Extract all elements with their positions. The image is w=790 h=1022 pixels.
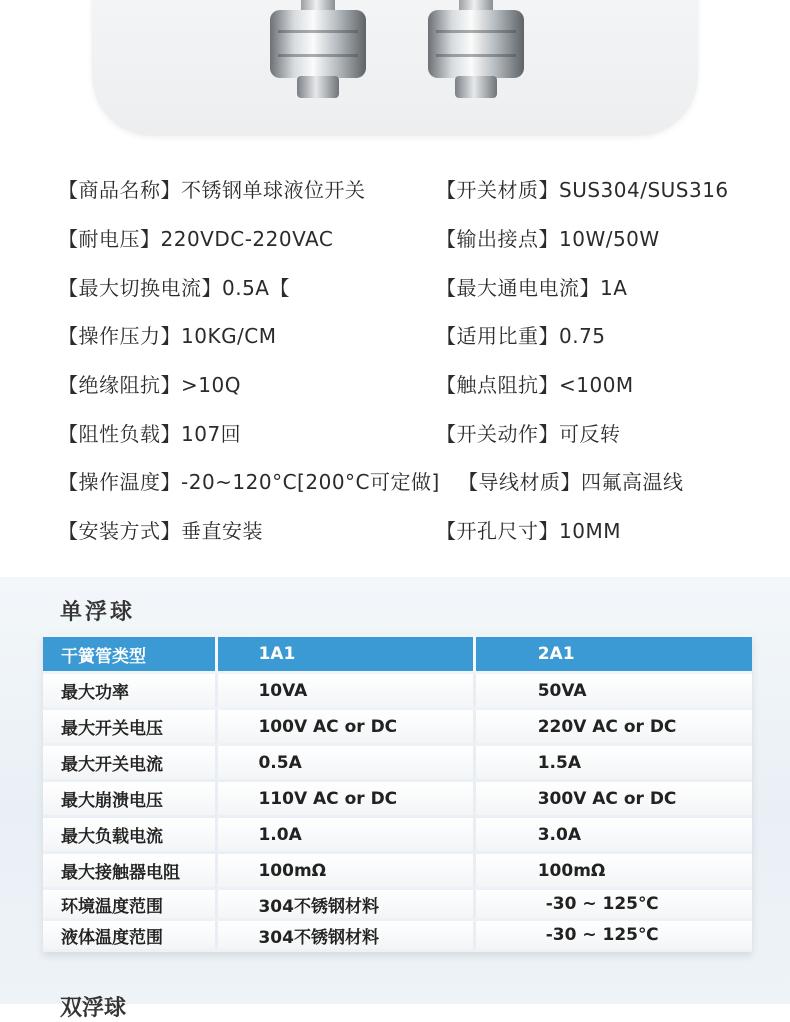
table-cell: 最大负载电流 bbox=[43, 818, 218, 851]
spec-row bbox=[0, 418, 790, 454]
table-cell: 0.5A bbox=[218, 746, 475, 779]
section-title: 单浮球 bbox=[60, 600, 136, 625]
spec-row bbox=[0, 272, 790, 308]
spec-left: 【操作压力】10KG/CM bbox=[58, 324, 277, 348]
spec-right: 【最大通电电流】1A bbox=[436, 276, 628, 300]
spec-left: 【商品名称】不锈钢单球液位开关 bbox=[58, 178, 366, 202]
spec-right: 【开孔尺寸】10MM bbox=[436, 519, 621, 543]
spec-right: 【开关动作】可反转 bbox=[436, 422, 621, 446]
spec-row bbox=[0, 515, 790, 551]
spec-row bbox=[0, 223, 790, 259]
table-cell: 最大开关电压 bbox=[43, 710, 218, 743]
spec-left: 【阻性负载】107回 bbox=[58, 422, 242, 446]
table-header-row bbox=[43, 637, 752, 671]
product-photo-area bbox=[0, 0, 790, 150]
table-cell: 110V AC or DC bbox=[218, 782, 475, 815]
table-cell: 3.0A bbox=[476, 818, 752, 851]
spec-left: 【绝缘阻抗】>10Q bbox=[58, 373, 241, 397]
spec-row bbox=[0, 320, 790, 356]
spec-row bbox=[0, 369, 790, 405]
spec-row bbox=[0, 174, 790, 210]
table-cell: -30 ~ 125℃ bbox=[476, 921, 752, 949]
table-row bbox=[43, 746, 752, 779]
spec-left: 【耐电压】220VDC-220VAC bbox=[58, 227, 334, 251]
spec-left: 【最大切换电流】0.5A【 bbox=[58, 276, 290, 300]
table-cell: 100mΩ bbox=[476, 854, 752, 887]
table-cell: 环境温度范围 bbox=[43, 890, 218, 918]
table-row bbox=[43, 710, 752, 743]
spec-right: 【导线材质】四氟高温线 bbox=[458, 470, 684, 494]
table-row bbox=[43, 890, 752, 918]
table-cell: 304不锈钢材料 bbox=[218, 921, 475, 949]
table-row bbox=[43, 818, 752, 851]
spec-right: 【触点阻抗】<100M bbox=[436, 373, 634, 397]
spec-right: 【开关材质】SUS304/SUS316 bbox=[436, 178, 729, 202]
table-cell: 100mΩ bbox=[218, 854, 475, 887]
table-header-cell: 1A1 bbox=[218, 637, 475, 671]
table-row bbox=[43, 854, 752, 887]
table-cell: 220V AC or DC bbox=[476, 710, 752, 743]
table-cell: 液体温度范围 bbox=[43, 921, 218, 949]
table-cell: 最大接触器电阻 bbox=[43, 854, 218, 887]
table-cell: 最大开关电流 bbox=[43, 746, 218, 779]
table-cell: 1.5A bbox=[476, 746, 752, 779]
table-cell: 1.0A bbox=[218, 818, 475, 851]
spec-right: 【输出接点】10W/50W bbox=[436, 227, 660, 251]
float-switch-right bbox=[428, 0, 524, 100]
table-cell: 304不锈钢材料 bbox=[218, 890, 475, 918]
table-cell: 10VA bbox=[218, 674, 475, 707]
spec-left: 【安装方式】垂直安装 bbox=[58, 519, 263, 543]
table-cell: 最大功率 bbox=[43, 674, 218, 707]
table-cell: 100V AC or DC bbox=[218, 710, 475, 743]
float-switch-left bbox=[270, 0, 366, 100]
table-cell: 300V AC or DC bbox=[476, 782, 752, 815]
next-section-title: 双浮球 bbox=[60, 996, 127, 1021]
spec-left: 【操作温度】-20~120°C[200°C可定做] bbox=[58, 470, 440, 494]
table-cell: 最大崩溃电压 bbox=[43, 782, 218, 815]
product-photo bbox=[92, 0, 698, 136]
spec-row bbox=[0, 466, 790, 502]
table-row bbox=[43, 674, 752, 707]
table-header-cell: 2A1 bbox=[476, 637, 752, 671]
table-row bbox=[43, 782, 752, 815]
table-cell: 50VA bbox=[476, 674, 752, 707]
spec-right: 【适用比重】0.75 bbox=[436, 324, 606, 348]
table-cell: -30 ~ 125℃ bbox=[476, 890, 752, 918]
table-row bbox=[43, 921, 752, 949]
spec-table bbox=[43, 634, 752, 952]
table-section bbox=[0, 577, 790, 1021]
table-header-cell: 干簧管类型 bbox=[43, 637, 218, 671]
